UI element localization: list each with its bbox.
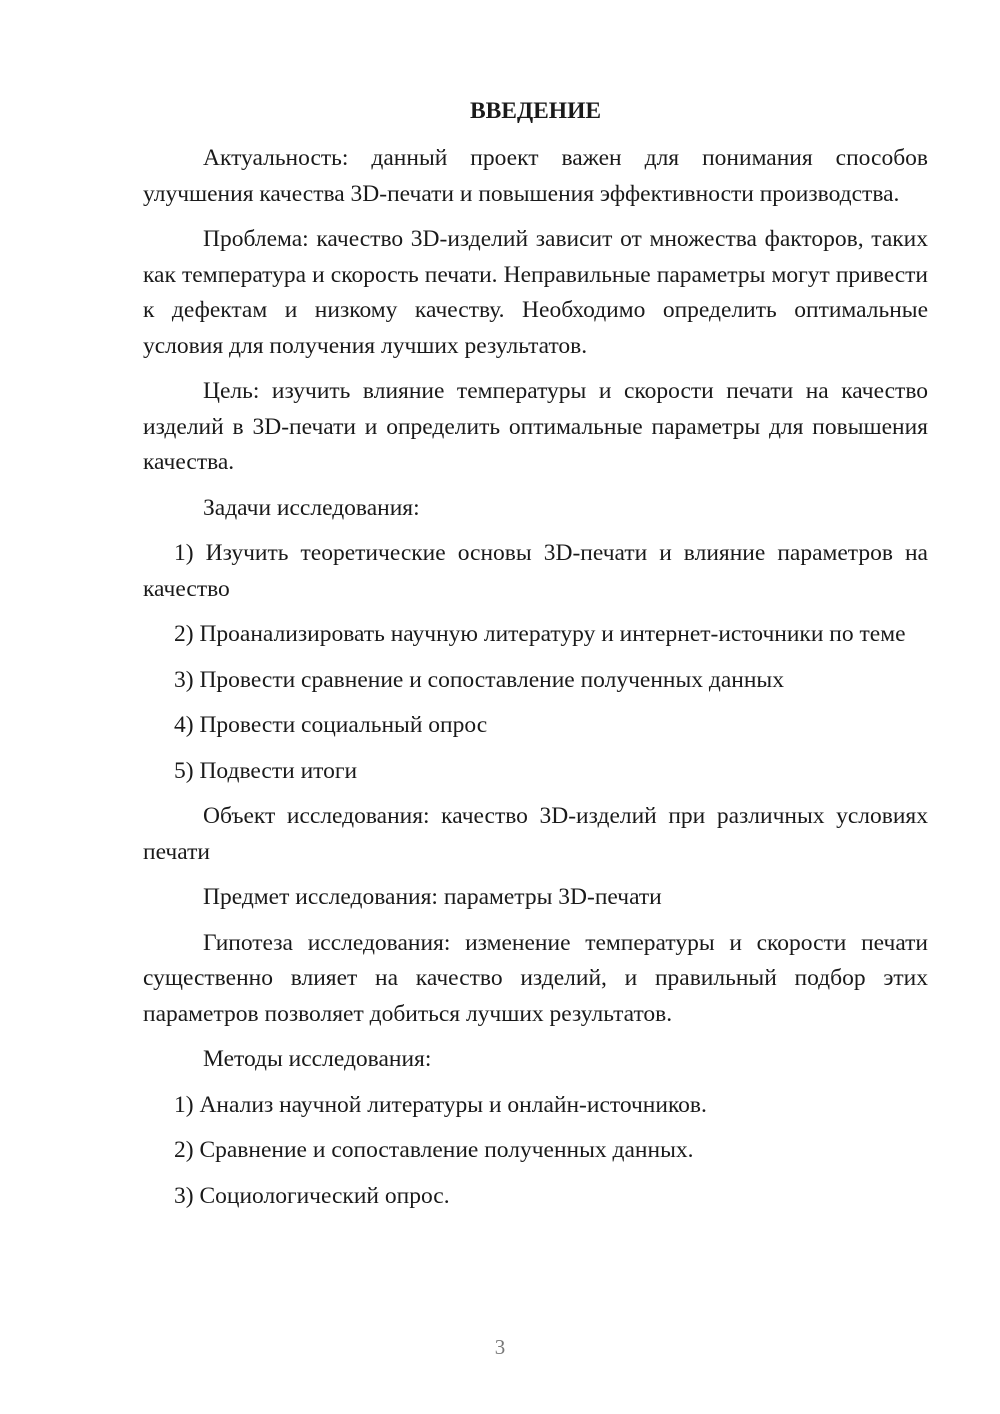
relevance-paragraph: Актуальность: данный проект важен для понимания способов улучшения качества 3D-печати и повышения эффективности производства. [143, 145, 928, 207]
subject-paragraph: Предмет исследования: параметры 3D-печати [203, 884, 662, 910]
page-content [143, 94, 928, 1224]
method-item: 1) Анализ научной литературы и онлайн-источников. [174, 1091, 707, 1118]
problem-paragraph: Проблема: качество 3D-изделий зависит от множества факторов, таких как температура и скорость печати. Неправильные параметры могут привести к дефектам и низкому качеству. Необходимо определить оптимальные условия для получения лучших результатов. [143, 226, 928, 359]
task-item: 2) Проанализировать научную литературу и интернет-источники по теме [174, 621, 906, 647]
page-number: 3 [494, 1335, 506, 1359]
goal-paragraph: Цель: изучить влияние температуры и скорости печати на качество изделий в 3D-печати и определить оптимальные параметры для повышения качества. [143, 378, 928, 475]
task-item: 5) Подвести итоги [174, 757, 358, 784]
object-paragraph: Объект исследования: качество 3D-изделий при различных условиях печати [143, 803, 928, 865]
task-item: 3) Провести сравнение и сопоставление полученных данных [174, 666, 784, 693]
task-item: 4) Провести социальный опрос [174, 712, 488, 738]
methods-heading: Методы исследования: [203, 1046, 432, 1072]
task-item: 1) Изучить теоретические основы 3D-печати и влияние параметров на качество [143, 540, 928, 602]
page-title: ВВЕДЕНИЕ [469, 98, 602, 124]
tasks-heading: Задачи исследования: [203, 494, 420, 521]
hypothesis-paragraph: Гипотеза исследования: изменение температуры и скорости печати существенно влияет на качество изделий, и правильный подбор этих параметров позволяет добиться лучших результатов. [143, 929, 928, 1027]
method-item: 2) Сравнение и сопоставление полученных данных. [174, 1137, 694, 1163]
method-item: 3) Социологический опрос. [174, 1182, 450, 1209]
